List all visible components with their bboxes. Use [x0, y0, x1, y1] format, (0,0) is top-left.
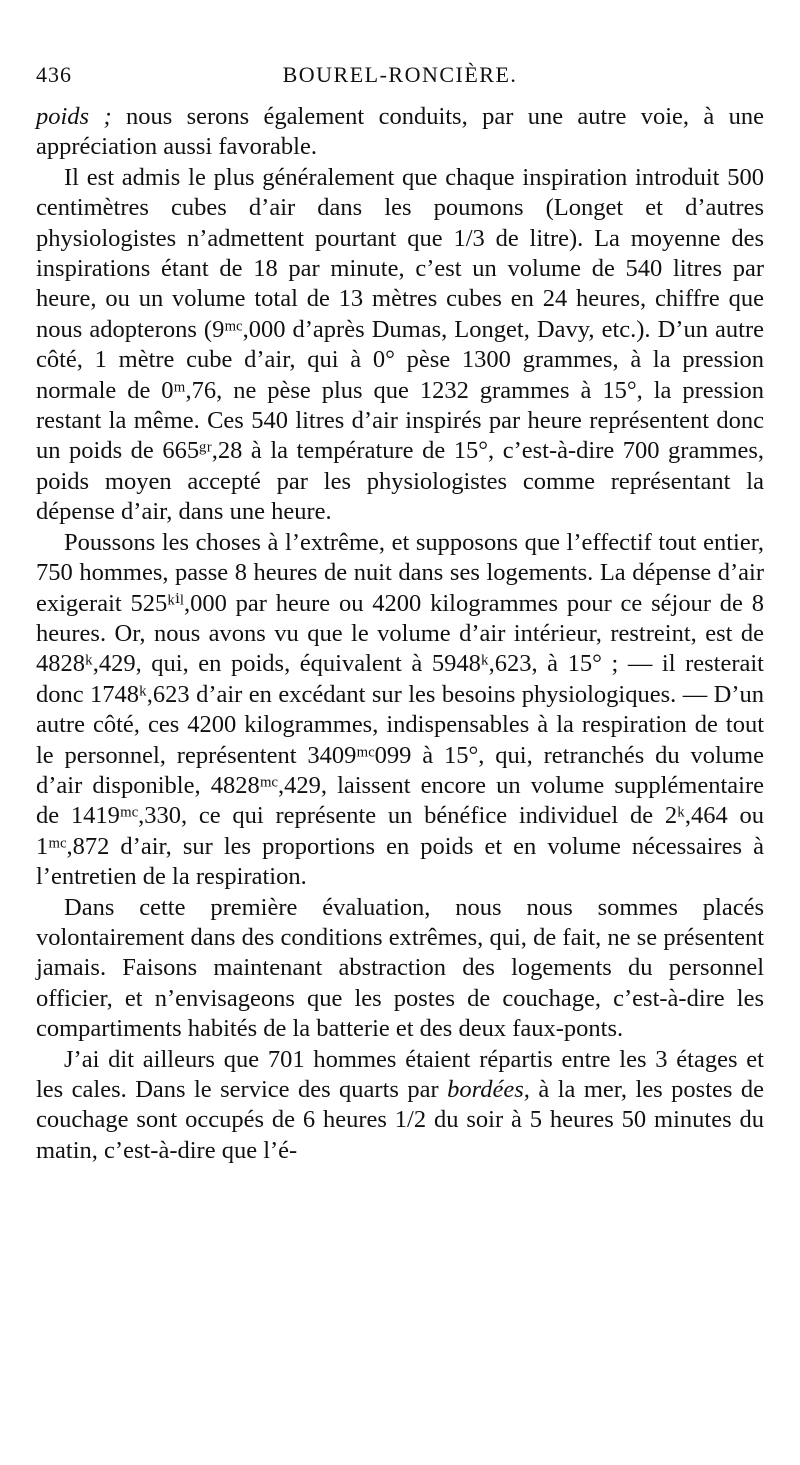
text-run: Il est admis le plus généralement que chaque inspiration introduit 500 centimètres cubes d’air dans les poumons (Longet et d’autres physiologistes n’admettent pourtant que 1/3 de litre). La moyenne des inspirations étant de 18 par minute, c’est un volume de 540 litres par heure, ou un volume total de 13 mètres cubes en 24 heures, chiffre que nous adopterons (9ᵐᶜ,000 d’après Dumas, Longet, Davy, etc.). D’un autre côté, 1 mètre cube d’air, qui à 0° pèse 1300 grammes, à la pression normale de 0ᵐ,76, ne pèse plus que 1232 grammes à 15°, la pression restant la même. Ces 540 litres d’air inspirés par heure représentent donc un poids de 665ᵍʳ,28 à la température de 15°, c’est-à-dire 700 grammes, poids moyen accepté par les physiologistes comme représentant la dépense d’air, dans une heure.: [36, 163, 764, 526]
text-run: nous serons également conduits, par une autre voie, à une appréciation aussi favorable.: [36, 103, 764, 161]
text-run: J’ai dit ailleurs que 701 hommes étaient répartis entre les 3 étages et les cales. Dans le service des quarts par: [36, 1045, 764, 1103]
running-head: BOUREL-RONCIÈRE.: [282, 62, 518, 87]
paragraph-inspiration: [36, 163, 764, 528]
text-run: Dans cette première évaluation, nous nous sommes placés volontairement dans des conditions extrêmes, qui, de fait, ne se présentent jamais. Faisons maintenant abstraction des logements du personnel officier, et n’envisageons que les postes de couchage, c’est-à-dire les compartiments habités de la batterie et des deux faux-ponts.: [36, 893, 764, 1043]
body-text: [36, 102, 764, 1166]
paragraph-evaluation: [36, 893, 764, 1045]
page-number: 436: [36, 62, 72, 87]
page-header: [36, 62, 764, 102]
paragraph-continuation: [36, 102, 764, 163]
book-page: [36, 62, 764, 1166]
paragraph-repartition: [36, 1045, 764, 1167]
italic-text: poids ;: [36, 103, 112, 130]
paragraph-effectif: [36, 528, 764, 893]
text-run: à la mer, les postes de couchage sont occupés de 6 heures 1/2 du soir à 5 heures 50 minutes du matin, c’est-à-dire que l’é-: [36, 1076, 764, 1164]
text-run: Poussons les choses à l’extrême, et supposons que l’effectif tout entier, 750 hommes, passe 8 heures de nuit dans ses logements. La dépense d’air exigerait 525ᵏⁱˡ,000 par heure ou 4200 kilogrammes pour ce séjour de 8 heures. Or, nous avons vu que le volume d’air intérieur, restreint, est de 4828ᵏ,429, qui, en poids, équivalent à 5948ᵏ,623, à 15° ; — il resterait donc 1748ᵏ,623 d’air en excédant sur les besoins physiologiques. — D’un autre côté, ces 4200 kilogrammes, indispensables à la respiration de tout le personnel, représentent 3409ᵐᶜ099 à 15°, qui, retranchés du volume d’air disponible, 4828ᵐᶜ,429, laissent encore un volume supplémentaire de 1419ᵐᶜ,330, ce qui représente un bénéfice individuel de 2ᵏ,464 ou 1ᵐᶜ,872 d’air, sur les proportions en poids et en volume nécessaires à l’entretien de la respiration.: [36, 528, 764, 891]
italic-text: bordées,: [447, 1076, 530, 1103]
